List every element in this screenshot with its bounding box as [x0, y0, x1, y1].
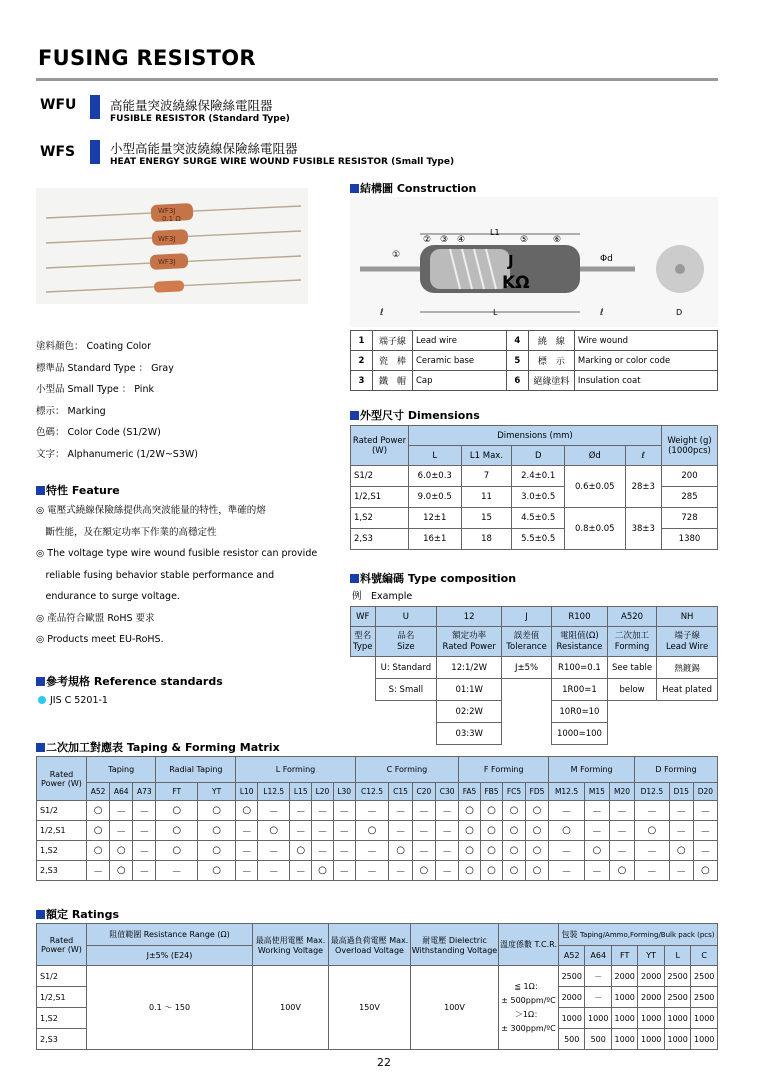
diagram-l: L: [493, 308, 498, 317]
wfu-code: WFU: [40, 97, 77, 113]
diagram-ell: ℓ: [600, 308, 604, 318]
part-num: ⑤: [520, 235, 529, 245]
resistor-photo: [36, 188, 308, 304]
table-row: 2 瓷 棒 Ceramic base 5 標 示 Marking or color code: [351, 351, 718, 371]
part-num: ④: [457, 235, 466, 245]
wfu-en: FUSIBLE RESISTOR (Standard Type): [110, 114, 290, 124]
feature-title: 特性 Feature: [36, 482, 120, 498]
diagram-l1: L1: [490, 228, 500, 237]
wfs-code: WFS: [40, 144, 76, 160]
resistor-photo-art: [36, 188, 308, 304]
diagram-ell: ℓ: [380, 308, 384, 318]
wfu-cn: 高能量突波繞線保險絲電阻器: [110, 98, 273, 113]
feature-text: ◎ 電壓式繞線保險絲提供高突波能量的特性，準確的熔 斷性能，及在額定功率下作業的高穩定性 ◎ The voltage type wire wound fusible resistor can provide reliable fusing behavior stable performance and endurance to surge voltage. ◎ 產品符合歐盟 RoHS 要求 ◎ Products meet EU-RoHS.: [36, 505, 318, 645]
ratings-title: 額定 Ratings: [36, 906, 119, 922]
dimensions-title: 外型尺寸 Dimensions: [350, 407, 480, 423]
type-table: WF U 12 J R100 A520 NH 型名 Type 品名 Size 額定功率 Rated Power 誤差值 Tolerance 電阻值(Ω) Resistance 二次加工 Forming 端子線 Lead Wire U: Standard 12:1/2W J±5% R100=0.1 See table 熱鍍錫 S: Small 01:1W 1R00=1 below Heat plated 02:2W 10R0=10 03:3W 1000=100: [350, 606, 718, 745]
taping-table: Rated Power (W) Taping Radial Taping L Forming C Forming F Forming M Forming D Forming A52 A64 A73 FT YT L10 L12.5 L15 L20 L30 C12.5 C15 C20 C30 FA5 FB5 FC5 FD5 M12.5 M15 M20 D12.5 D15 D20 S1/2 ○ － － ○ ○ ○ － － － － － － － － ○ ○ ○ ○ － － － － － － 1/2,S1 ○ － － ○ ○ － ○ － － － ○ － － － ○ ○ ○ ○ ○ － － ○ － － 1,S2 ○ ○ － ○ ○ － － ○ － － － ○ － － ○ ○ ○ ○ － ○ － － ○ － 2,S3 － ○ － － ○ － － － ○ － － － ○ － ○ ○ ○ ○ － － ○ － － ○: [36, 756, 718, 881]
photo-mark: WF3J: [158, 258, 176, 266]
part-num: ②: [423, 235, 432, 245]
table-row: 2,S3 － ○ － － ○ － － － ○ － － － ○ － ○ ○ ○ ○ － － ○ － － ○: [37, 861, 718, 881]
parts-table: [350, 330, 718, 391]
table-row: 1/2,S1 ○ － － ○ ○ － ○ － － － ○ － － － ○ ○ ○ ○ ○ － － ○ － －: [37, 821, 718, 841]
table-row: 1/2,S1 9.0±0.5 11 3.0±0.5 285: [351, 487, 718, 508]
diagram-d: D: [676, 308, 683, 317]
diagram-phid: Φd: [600, 254, 613, 264]
reference-item: JIS C 5201-1: [38, 695, 108, 706]
wfs-marker: [90, 140, 100, 164]
table-row: 3 鐵 帽 Cap 6 絕緣塗料 Insulation coat: [351, 371, 718, 391]
table-row: 1,S2 ○ ○ － ○ ○ － － ○ － － － ○ － － ○ ○ ○ ○ － ○ － － ○ －: [37, 841, 718, 861]
photo-mark: 0.1 Ω: [162, 215, 181, 223]
wfs-cn: 小型高能量突波繞線保險絲電阻器: [110, 141, 298, 156]
taping-title: 二次加工對應表 Taping & Forming Matrix: [36, 739, 280, 755]
wfu-marker: [90, 95, 100, 119]
dimensions-table: Rated Power (W) Dimensions (mm) Weight (g) (1000pcs) L L1 Max. D Ød ℓ S1/2 6.0±0.3 7 2.4±0.1 0.6±0.05 28±3 200 1/2,S1 9.0±0.5 11 3.0±0.5 285 1,S2 12±1 15 4.5±0.5 0.8±0.05 38±3 728 2,S3 16±1 18 5.5±0.5 1380: [350, 425, 718, 550]
title-divider: [36, 78, 718, 81]
page-number: 22: [377, 1056, 391, 1069]
part-num: ⑥: [553, 235, 562, 245]
photo-mark: WF3J: [158, 235, 176, 243]
table-row: 1,S2 12±1 15 4.5±0.5 0.8±0.05 38±3 728: [351, 508, 718, 529]
table-row: S1/2 6.0±0.3 7 2.4±0.1 0.6±0.05 28±3 200: [351, 466, 718, 487]
coating-info: 塗料顏色： Coating Color 標準品 Standard Type ： Gray 小型品 Small Type ： Pink 標示： Marking 色碼： Color Code (S1/2W) 文字： Alphanumeric (1/2W~S3W): [36, 341, 198, 460]
part-num: ③: [440, 235, 449, 245]
table-row: S1/2 ○ － － ○ ○ ○ － － － － － － － － ○ ○ ○ ○ － － － － － －: [37, 801, 718, 821]
page-title: FUSING RESISTOR: [38, 46, 256, 70]
type-title: 料號編碼 Type composition: [350, 570, 516, 586]
table-row: 1 端子線 Lead wire 4 繞 線 Wire wound: [351, 331, 718, 351]
part-num: ①: [392, 250, 401, 260]
ratings-table: Rated Power (W) 阻值範圍 Resistance Range (Ω) 最高使用電壓 Max. Working Voltage 最高過負荷電壓 Max. Overload Voltage 耐電壓 Dielectric Withstanding Voltage 溫度係數 T.C.R. 包裝 Taping/Ammo,Forming/Bulk pack (pcs) J±5% (E24) A52 A64 FT YT L C S1/2 0.1 ～ 150 100V 150V 100V ≦ 1Ω： ± 500ppm/ºC ＞1Ω： ± 300ppm/ºC 2500 － 2000 2000 2500 2500 1/2,S1 2000 － 1000 2000 2500 2500 1,S2 1000 1000 1000 1000 1000 1000 2,S3 500 500 1000 1000 1000 1000: [36, 923, 718, 1050]
photo-mark: WF3J: [158, 207, 176, 215]
table-row: 2,S3 16±1 18 5.5±0.5 1380: [351, 529, 718, 550]
diagram-kohm: KΩ: [502, 273, 530, 293]
construction-diagram: [350, 197, 718, 327]
type-example: 例 Example: [352, 591, 413, 602]
reference-title: 參考規格 Reference standards: [36, 673, 223, 689]
wfs-en: HEAT ENERGY SURGE WIRE WOUND FUSIBLE RESISTOR (Small Type): [110, 157, 455, 167]
diagram-j: J: [508, 252, 514, 270]
construction-title: 結構圖 Construction: [350, 180, 476, 196]
